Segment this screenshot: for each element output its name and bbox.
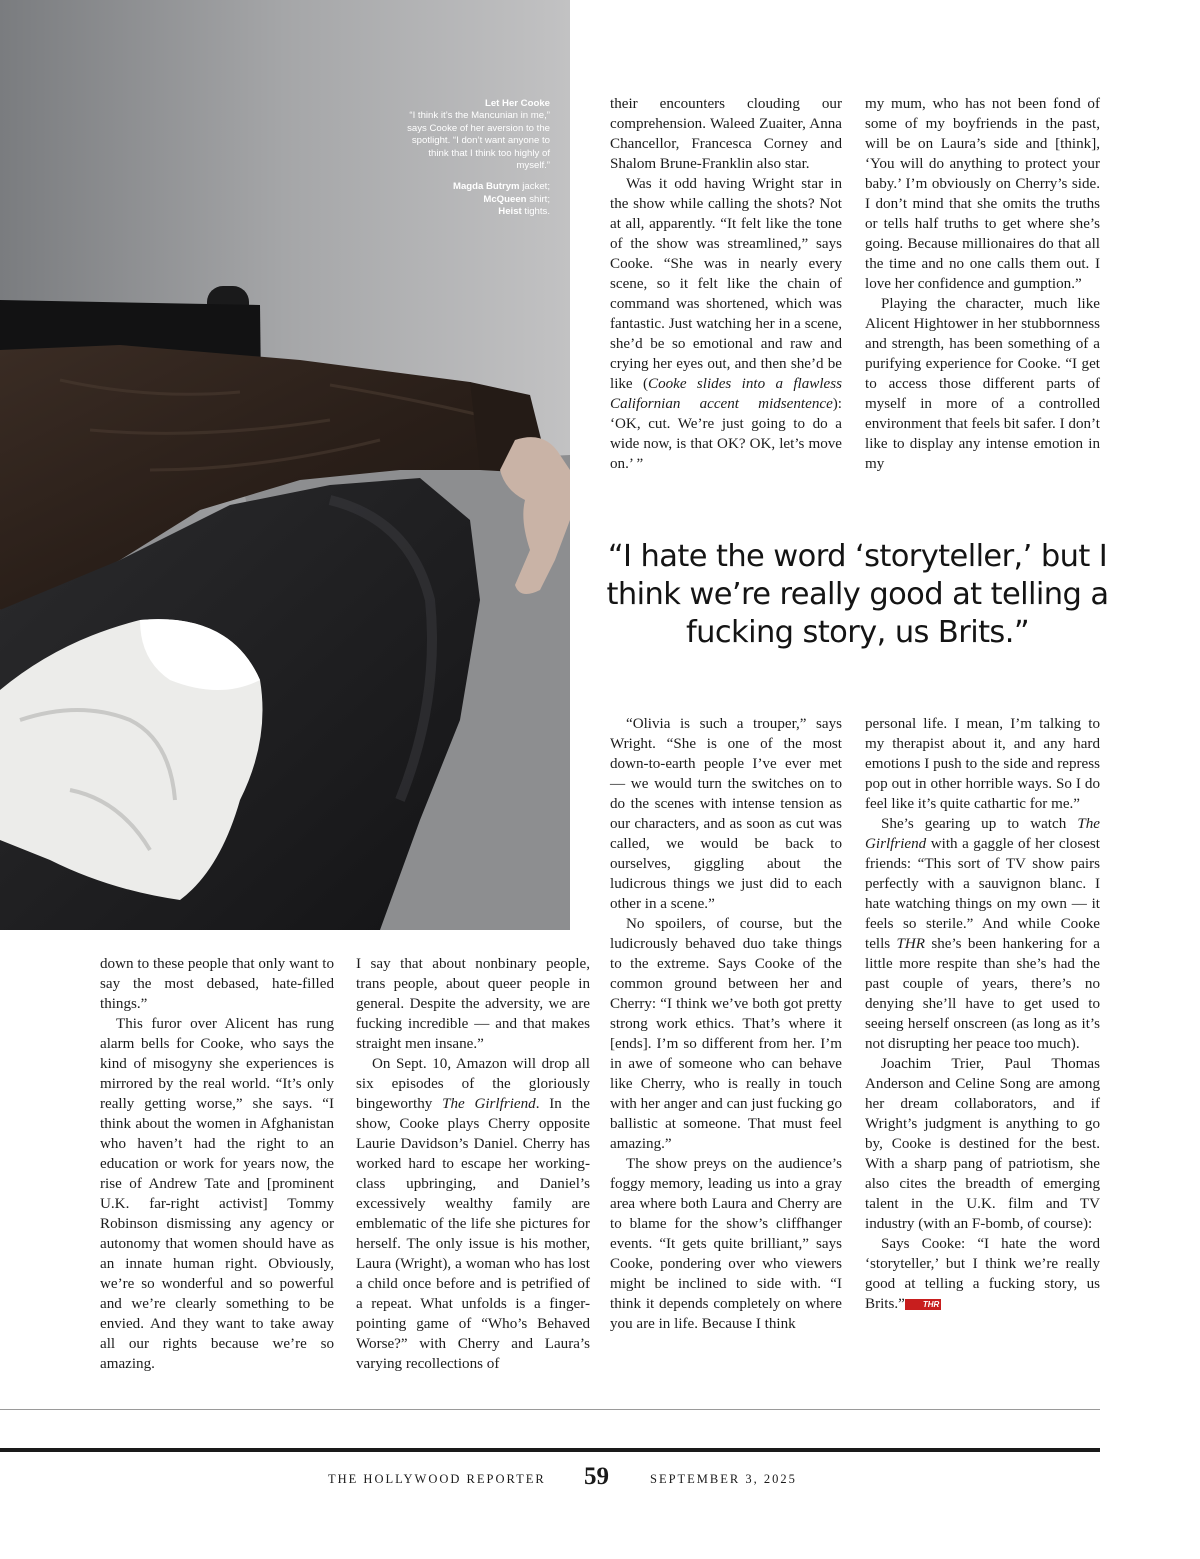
credit-item: jacket; [519, 181, 550, 193]
caption-title: Let Her Cooke [484, 98, 550, 109]
paragraph: their encounters clouding our comprehension. Waleed Zuaiter, Anna Chancellor, Francesca Corney and Shalom Brune-Franklin also star. [610, 96, 842, 172]
paragraph: The show preys on the audience’s foggy memory, leading us into a gray area where both Laura and Cherry are to blame for the show’s cliffhanger events. “It gets quite brilliant,” says Cooke, pondering over who viewers might be inclined to side with. “I think it depends completely on where you are in life. Because I think [610, 1156, 842, 1332]
paragraph [610, 174, 842, 474]
thr-end-mark: THR [905, 1299, 941, 1310]
paragraph-text: with a gaggle of her closest friends: “This sort of TV show pairs perfectly with a sauvignon blanc. I hate watching things on my own — it feels so sterile.” And while Cooke tells [865, 836, 1100, 952]
paragraph [865, 814, 1100, 1054]
paragraph-text: . In the show, Cooke plays Cherry opposite Laurie Davidson’s Daniel. Cherry has worked hard to escape her working-class upbringing, and Daniel’s excessively wealthy family are emblematic of the life she pictures for herself. The only issue is his mother, Laura (Wright), a woman who has lost a child once before and is petrified of a repeat. What unfolds is a finger-pointing game of “Who’s Behaved Worse?” with Cherry and Laura’s varying recollections of [356, 1096, 590, 1372]
paragraph: No spoilers, of course, but the ludicrously behaved duo take things to the extreme. Says Cooke of the common ground between her and Cherry: “I think we’ve both got pretty strong work ethics. That’s where it [ends]. I’m so different from her. I’m in awe of someone who can behave like Cherry, who is really in touch with her anger and can just fucking go ballistic at someone. That must feel amazing.” [610, 916, 842, 1152]
issue-date: SEPTEMBER 3, 2025 [650, 1472, 797, 1486]
cover-photo [0, 0, 570, 930]
photo-caption [400, 98, 550, 219]
divider-rule [0, 1409, 1100, 1410]
paragraph: Playing the character, much like Alicent Hightower in her stubbornness and strength, has been something of a purifying experience for Cooke. “I get to access those different parts of myself in more of a controlled environment that feels bit safer. I don’t like to display any intense emotion in my [865, 296, 1100, 472]
article-column-5 [100, 954, 334, 1374]
paragraph [356, 1054, 590, 1374]
credit-brand: Magda Butrym [452, 181, 520, 193]
footer-rule [0, 1448, 1100, 1452]
photo-credits [400, 181, 550, 218]
paragraph: This furor over Alicent has rung alarm bells for Cooke, who says the kind of misogyny she experiences is mirrored by the real world. “It’s only really getting worse,” she says. “I think about the women in Afghanistan who haven’t had the right to an education or work for years now, the rise of Andrew Tate and [prominent U.K. far-right activist] Tommy Robinson dismissing any agency or autonomy that women should have as an innate human right. Obviously, we’re so wonderful and so powerful and we’re clearly something to be envied. And they want to take away all our rights because we’re so amazing. [100, 1016, 334, 1372]
paragraph: personal life. I mean, I’m talking to my therapist about it, and any hard emotions I push to the side and repress pop out in other horrible ways. So I do feel like it’s quite cathartic for me.” [865, 716, 1100, 812]
italic-aside: Cooke slides into a flawless Californian accent midsentence [610, 376, 842, 412]
paragraph: down to these people that only want to say the most debased, hate-filled things.” [100, 956, 334, 1012]
paragraph-text: Was it odd having Wright star in the show while calling the shots? Not at all, apparently. “It felt like the tone of the show was streamlined,” says Cooke. “She was in nearly every scene, so it felt like the chain of command was shortened, which was fantastic. Just watching her in a scene, she’d be so emotional and raw and crying her eyes out, and then she’d be like ( [610, 176, 842, 392]
caption-text: “I think it’s the Mancunian in me,” says Cooke of her aversion to the spotlight. “I don’t want anyone to think that I think too highly of myself.” [407, 110, 550, 172]
article-column-3 [610, 714, 842, 1334]
article-column-1 [610, 94, 842, 474]
paragraph: “Olivia is such a trouper,” says Wright. “She is one of the most down-to-earth people I’ve ever met — we would turn the switches on to do the scenes with intense tension as our characters, and as soon as cut was called, we would be back to ourselves, giggling about the ludicrous things we just did to each other in a scene.” [610, 716, 842, 912]
paragraph-text: She’s gearing up to watch [881, 816, 1078, 832]
pull-quote: “I hate the word ‘storyteller,’ but I think we’re really good at telling a fucking story, us Brits.” [606, 539, 1109, 650]
paragraph-text: she’s been hankering for a little more respite than she’s had the past couple of years, there’s no denying she’ll have to get used to seeing herself onscreen (as long as it’s not disrupting her peace too much). [865, 936, 1101, 1052]
credit-brand: McQueen [483, 193, 527, 205]
page-number: 59 [584, 1463, 609, 1490]
paragraph: my mum, who has not been fond of some of my boyfriends in the past, will be on Laura’s side and [think], ‘You will do anything to protect your baby.’ I’m obviously on Cherry’s side. I don’t mind that she omits the truths or tells half truths to get where she’s going. Because millionaires do that all the time and no one calls them out. I love her confidence and gumption.” [865, 96, 1100, 292]
show-title: The Girlfriend [442, 1096, 536, 1112]
publication-name: THE HOLLYWOOD REPORTER [328, 1472, 546, 1486]
paragraph: I say that about nonbinary people, trans people, about queer people in general. Despite the adversity, we are fucking incredible — and that makes straight men insane.” [356, 956, 590, 1052]
paragraph: Joachim Trier, Paul Thomas Anderson and Celine Song are among her dream collaborators, and if Wright’s judgment is anything to go by, Cooke is destined for the best. With a sharp pang of patriotism, she also cites the breadth of emerging talent in the U.K. film and TV industry (with an F-bomb, of course): [865, 1056, 1100, 1232]
credit-brand: Heist [498, 206, 522, 218]
page-footer [0, 1463, 1200, 1496]
publication-abbrev: THR [896, 936, 926, 952]
paragraph [865, 1234, 1100, 1314]
paragraph-text: On Sept. 10, Amazon will drop all six episodes of the gloriously bingeworthy [356, 1056, 590, 1112]
paragraph-text: ): ‘OK, cut. We’re just going to do a wide now, is that OK? OK, let’s move on.’ ” [610, 396, 842, 472]
article-column-2 [865, 94, 1100, 474]
show-title: The Girlfriend [865, 816, 1100, 852]
article-column-6 [356, 954, 590, 1374]
article-column-4 [865, 714, 1100, 1314]
paragraph-text: Says Cooke: “I hate the word ‘storyteller,’ but I think we’re really good at telling a fucking story, us Brits.” [865, 1236, 1100, 1312]
credit-item: tights. [521, 206, 550, 218]
credit-item: shirt; [526, 193, 550, 205]
